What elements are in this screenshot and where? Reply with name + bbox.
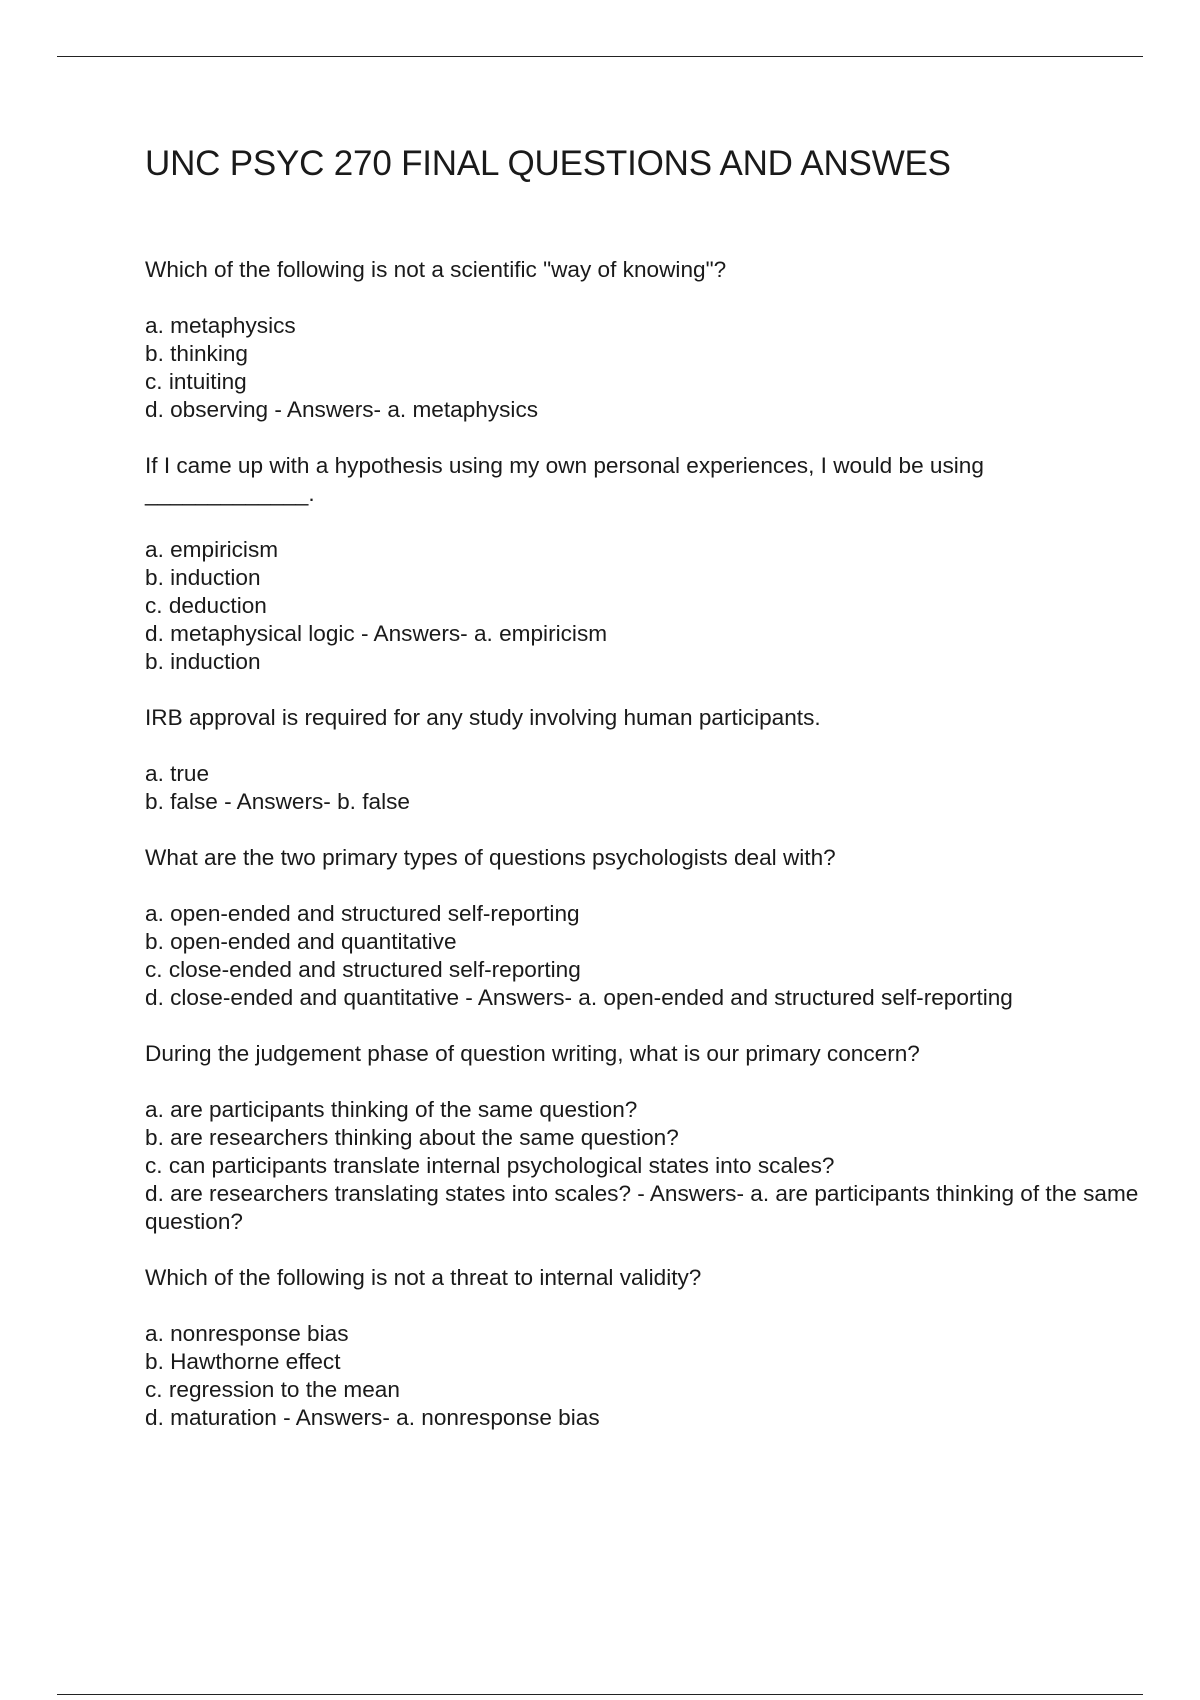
question-list [145,256,1145,1460]
question-4 [145,844,1145,1012]
option-a: a. empiricism [145,537,279,562]
option-b-with-answer: b. false - Answers- b. false [145,789,410,814]
option-b: b. Hawthorne effect [145,1349,341,1374]
option-a: a. metaphysics [145,313,296,338]
header-rule [57,56,1143,57]
question-text: Which of the following is not a scientific "way of knowing"? [145,257,727,282]
option-b: b. open-ended and quantitative [145,929,457,954]
option-c: c. deduction [145,593,267,618]
question-3 [145,704,1145,816]
option-c: c. can participants translate internal psychological states into scales? [145,1153,835,1178]
question-text: IRB approval is required for any study involving human participants. [145,705,821,730]
option-d-with-answer: d. maturation - Answers- a. nonresponse bias [145,1405,600,1430]
answer-continuation: b. induction [145,649,261,674]
option-c: c. intuiting [145,369,247,394]
option-c: c. close-ended and structured self-reporting [145,957,581,982]
option-a: a. nonresponse bias [145,1321,349,1346]
document-title: UNC PSYC 270 FINAL QUESTIONS AND ANSWES [145,144,951,183]
option-a: a. open-ended and structured self-reporting [145,901,580,926]
option-b: b. induction [145,565,261,590]
question-6 [145,1264,1145,1432]
option-b: b. are researchers thinking about the same question? [145,1125,679,1150]
option-d-with-answer: d. are researchers translating states into scales? - Answers- a. are participants thinking of the same question? [145,1181,1139,1234]
option-d-with-answer: d. metaphysical logic - Answers- a. empiricism [145,621,608,646]
question-text: If I came up with a hypothesis using my own personal experiences, I would be using _____________. [145,453,984,506]
question-5 [145,1040,1145,1236]
question-2 [145,452,1145,676]
question-1 [145,256,1145,424]
option-a: a. true [145,761,210,786]
question-text: Which of the following is not a threat to internal validity? [145,1265,702,1290]
option-b: b. thinking [145,341,248,366]
option-d-with-answer: d. close-ended and quantitative - Answers- a. open-ended and structured self-reporting [145,985,1013,1010]
question-text: What are the two primary types of questions psychologists deal with? [145,845,836,870]
option-c: c. regression to the mean [145,1377,400,1402]
option-a: a. are participants thinking of the same question? [145,1097,638,1122]
option-d-with-answer: d. observing - Answers- a. metaphysics [145,397,539,422]
footer-rule [57,1694,1143,1695]
question-text: During the judgement phase of question writing, what is our primary concern? [145,1041,920,1066]
